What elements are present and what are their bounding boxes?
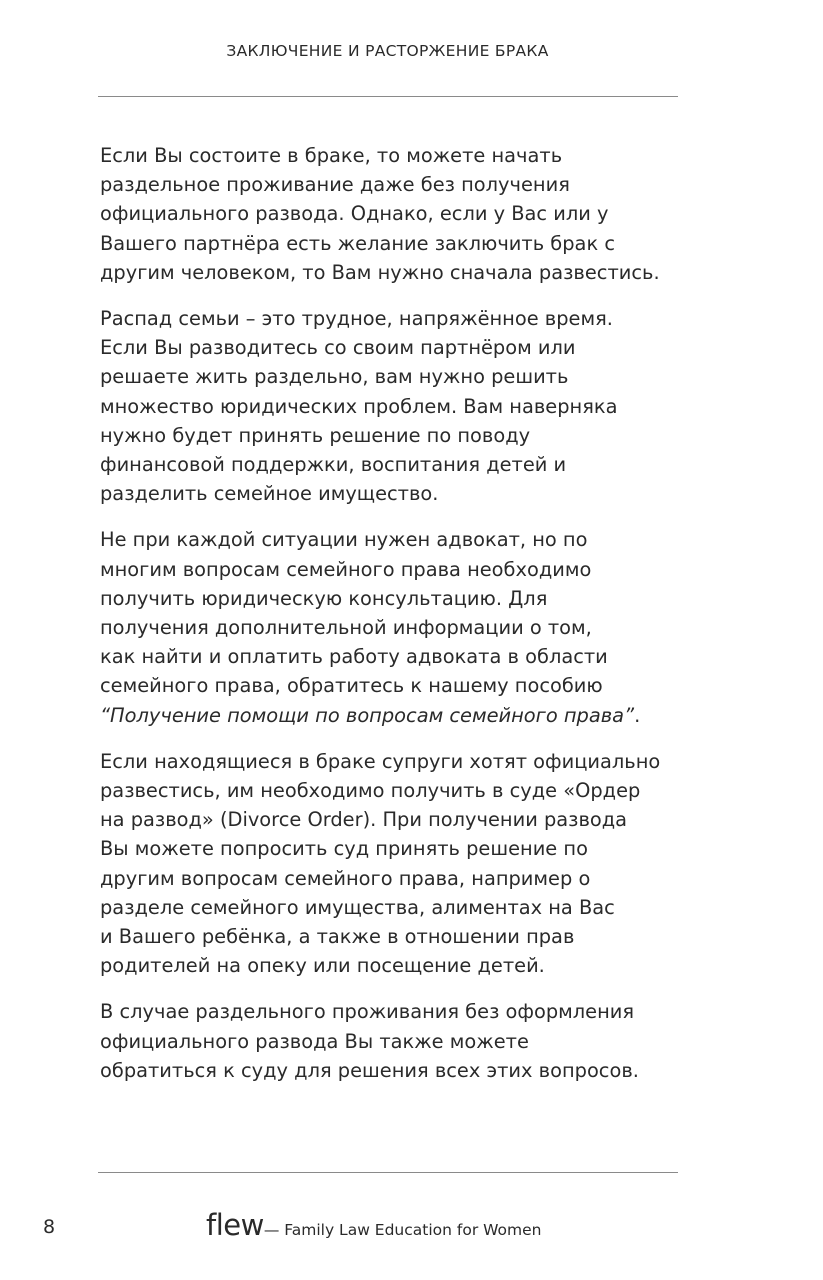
text-line: получить юридическую консультацию. Для [100, 586, 548, 610]
text-line: разделе семейного имущества, алиментах на Вас [100, 895, 615, 919]
text-line: Не при каждой ситуации нужен адвокат, но по [100, 528, 588, 552]
text-line: Если Вы состоите в браке, то можете начать [100, 144, 563, 167]
text-line: на развод» (Divorce Order). При получении развода [100, 808, 628, 832]
paragraph-2 [100, 304, 685, 508]
text-line: родителей на опеку или посещение детей. [100, 954, 545, 978]
text-line: другим вопросам семейного права, например о [100, 866, 591, 890]
text-line: официального развода. Однако, если у Вас или у [100, 202, 609, 226]
text-line: Вашего партнёра есть желание заключить брак с [100, 231, 615, 255]
paragraph-5 [100, 997, 685, 1085]
text-line: Вы можете попросить суд принять решение по [100, 837, 588, 861]
paragraph-1 [100, 141, 685, 287]
text-line: обратиться к суду для решения всех этих вопросов. [100, 1058, 639, 1082]
running-header-title: ЗАКЛЮЧЕНИЕ И РАСТОРЖЕНИЕ БРАКА [226, 42, 549, 60]
body-text [100, 141, 685, 1102]
sentence-period: . [634, 703, 641, 727]
text-line: официального развода Вы также можете [100, 1029, 529, 1053]
text-line: получения дополнительной информации о том, [100, 616, 592, 640]
text-line: Если находящиеся в браке супруги хотят официально [100, 749, 661, 773]
text-line: семейного права, обратитесь к нашему пособию [100, 674, 603, 698]
footer-tagline: — Family Law Education for Women [263, 1221, 542, 1239]
text-line: финансовой поддержки, воспитания детей и [100, 453, 567, 477]
guide-title-reference: “Получение помощи по вопросам семейного права” [100, 703, 635, 727]
footer-divider [98, 1172, 678, 1173]
flew-logo: flew [206, 1208, 264, 1242]
text-line: развестись, им необходимо получить в суде «Ордер [100, 779, 641, 803]
text-line: и Вашего ребёнка, а также в отношении прав [100, 925, 575, 949]
text-line: решаете жить раздельно, вам нужно решить [100, 365, 569, 389]
paragraph-3 [100, 525, 685, 729]
paragraph-4 [100, 747, 685, 981]
text-line: раздельное проживание даже без получения [100, 173, 570, 197]
text-line: многим вопросам семейного права необходимо [100, 557, 592, 581]
text-line: нужно будет принять решение по поводу [100, 423, 531, 447]
header-divider [98, 96, 678, 97]
page-number: 8 [43, 1216, 56, 1238]
text-line: как найти и оплатить работу адвоката в области [100, 645, 608, 669]
text-line: другим человеком, то Вам нужно сначала развестись. [100, 260, 660, 284]
footer-branding [206, 1208, 542, 1242]
text-line [100, 701, 685, 730]
text-line: множество юридических проблем. Вам наверняка [100, 394, 618, 418]
text-line: В случае раздельного проживания без оформления [100, 1000, 635, 1024]
text-line: Распад семьи – это трудное, напряжённое время. [100, 307, 613, 331]
text-line: Если Вы разводитесь со своим партнёром или [100, 336, 576, 360]
text-line: разделить семейное имущество. [100, 482, 439, 506]
